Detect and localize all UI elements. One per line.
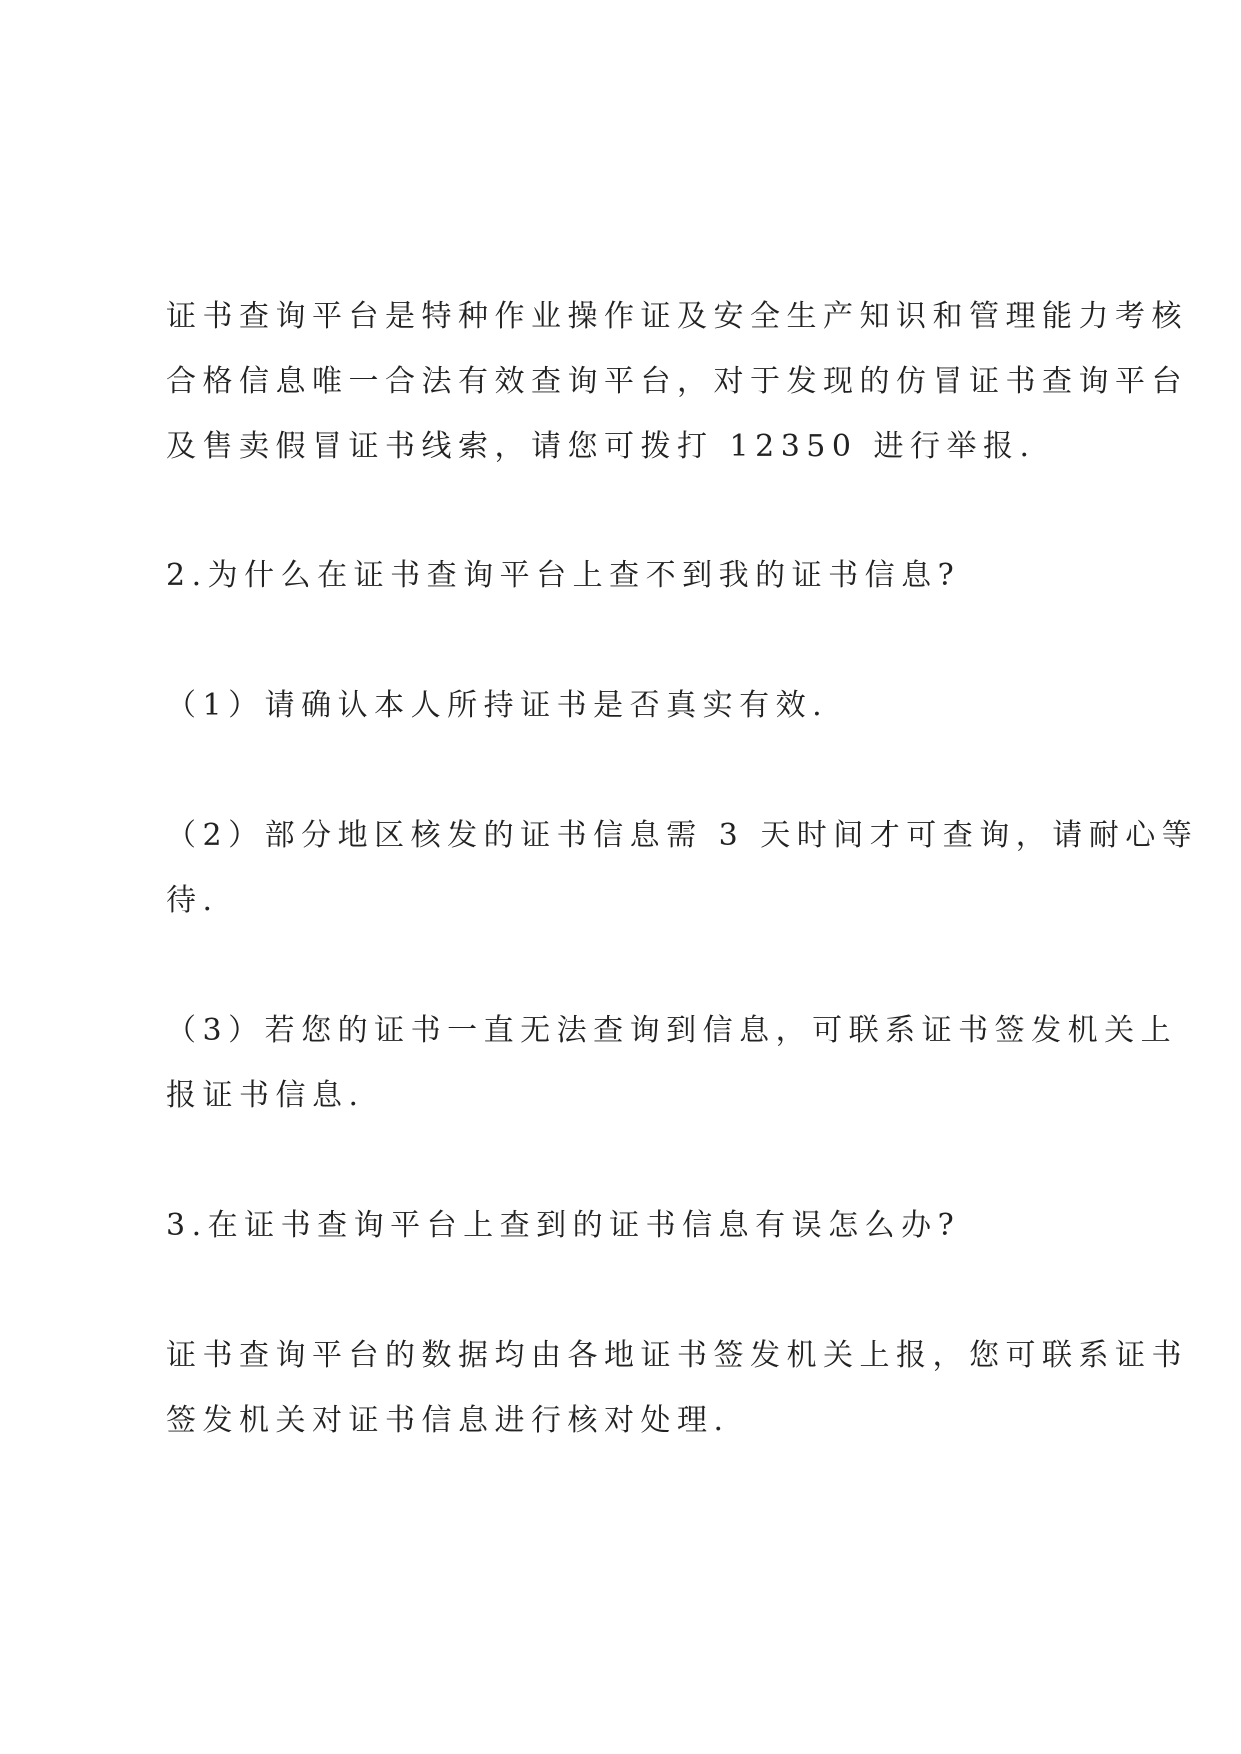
answer-item-2 [166, 803, 1199, 933]
intro-paragraph [166, 284, 1188, 479]
paragraph-line: 待. [166, 883, 219, 918]
heading-text: 3.在证书查询平台上查到的证书信息有误怎么办? [166, 1208, 961, 1243]
answer-item-1 [166, 673, 1096, 738]
question-3-answer [166, 1323, 1188, 1453]
paragraph-line: （2）部分地区核发的证书信息需 3 天时间才可查询，请耐心等 [166, 818, 1199, 853]
heading-text: 2.为什么在证书查询平台上查不到我的证书信息? [166, 558, 961, 593]
paragraph-line: 证书查询平台的数据均由各地证书签发机关上报，您可联系证书 [166, 1338, 1188, 1373]
paragraph-line: （1）请确认本人所持证书是否真实有效. [166, 688, 829, 723]
question-3-heading [166, 1193, 1096, 1258]
paragraph-line: 报证书信息. [166, 1078, 365, 1113]
paragraph-line: 证书查询平台是特种作业操作证及安全生产知识和管理能力考核 [166, 299, 1188, 334]
answer-item-3 [166, 998, 1178, 1128]
paragraph-line: 合格信息唯一合法有效查询平台，对于发现的仿冒证书查询平台 [166, 364, 1188, 399]
question-2-heading [166, 543, 1096, 608]
paragraph-line: 及售卖假冒证书线索，请您可拨打 12350 进行举报. [166, 429, 1036, 464]
paragraph-line: 签发机关对证书信息进行核对处理. [166, 1403, 730, 1438]
paragraph-line: （3）若您的证书一直无法查询到信息，可联系证书签发机关上 [166, 1013, 1178, 1048]
